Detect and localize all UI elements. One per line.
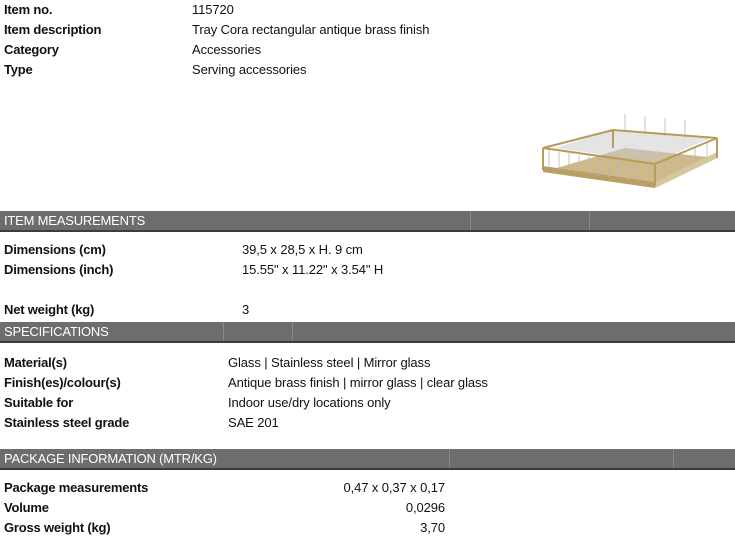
dimensions-inch-label: Dimensions (inch)	[4, 262, 114, 277]
volume-row	[0, 498, 735, 518]
volume-label: Volume	[4, 500, 49, 515]
category-value: Accessories	[192, 42, 261, 57]
item-description-value: Tray Cora rectangular antique brass finish	[192, 22, 430, 37]
product-image	[535, 100, 725, 192]
package-measurements-label: Package measurements	[4, 480, 149, 495]
dimensions-inch-row	[0, 260, 735, 280]
steel-grade-value: SAE 201	[228, 415, 279, 430]
gross-weight-value: 3,70	[420, 520, 445, 535]
package-measurements-row	[0, 478, 735, 498]
materials-value: Glass | Stainless steel | Mirror glass	[228, 355, 431, 370]
item-description-label: Item description	[4, 22, 102, 37]
gross-weight-label: Gross weight (kg)	[4, 520, 111, 535]
specifications-title: SPECIFICATIONS	[4, 324, 109, 339]
header-separator	[470, 211, 471, 230]
suitable-for-row	[0, 393, 735, 413]
dimensions-inch-value: 15.55" x 11.22" x 3.54" H	[242, 262, 384, 277]
specifications-header	[0, 322, 735, 343]
steel-grade-label: Stainless steel grade	[4, 415, 130, 430]
item-measurements-header	[0, 211, 735, 232]
item-measurements-title: ITEM MEASUREMENTS	[4, 213, 146, 228]
item-no-label: Item no.	[4, 2, 53, 17]
dimensions-cm-row	[0, 240, 735, 260]
package-information-header	[0, 449, 735, 470]
materials-row	[0, 353, 735, 373]
item-description-row	[0, 20, 735, 40]
net-weight-value: 3	[242, 302, 250, 317]
header-separator	[673, 449, 674, 468]
finish-value: Antique brass finish | mirror glass | clear glass	[228, 375, 488, 390]
net-weight-label: Net weight (kg)	[4, 302, 95, 317]
finish-label: Finish(es)/colour(s)	[4, 375, 121, 390]
steel-grade-row	[0, 413, 735, 433]
materials-label: Material(s)	[4, 355, 67, 370]
volume-value: 0,0296	[405, 500, 445, 515]
item-no-row	[0, 0, 735, 20]
package-measurements-value: 0,47 x 0,37 x 0,17	[343, 480, 445, 495]
finish-row	[0, 373, 735, 393]
gross-weight-row	[0, 518, 735, 538]
header-separator	[449, 449, 450, 468]
dimensions-cm-label: Dimensions (cm)	[4, 242, 106, 257]
dimensions-cm-value: 39,5 x 28,5 x H. 9 cm	[242, 242, 363, 257]
category-row	[0, 40, 735, 60]
suitable-for-value: Indoor use/dry locations only	[228, 395, 391, 410]
item-no-value: 115720	[192, 2, 234, 17]
type-label: Type	[4, 62, 33, 77]
category-label: Category	[4, 42, 59, 57]
header-separator	[292, 322, 293, 341]
package-information-title: PACKAGE INFORMATION (MTR/KG)	[4, 451, 217, 466]
type-row	[0, 60, 735, 80]
header-separator	[589, 211, 590, 230]
net-weight-row	[0, 300, 735, 320]
suitable-for-label: Suitable for	[4, 395, 74, 410]
type-value: Serving accessories	[192, 62, 307, 77]
header-separator	[223, 322, 224, 341]
